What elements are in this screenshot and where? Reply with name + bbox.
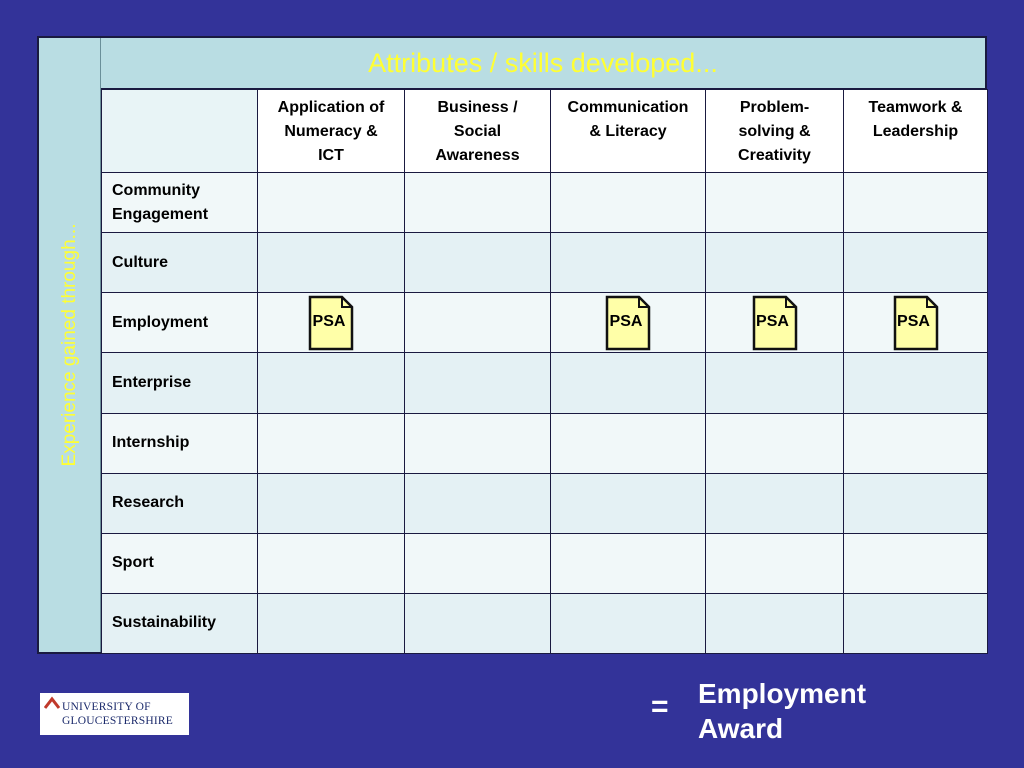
row-header — [102, 413, 258, 473]
column-header-line: Teamwork & — [868, 99, 963, 116]
column-header — [844, 90, 988, 173]
matrix-cell — [551, 293, 706, 353]
psa-label: PSA — [609, 313, 643, 331]
matrix-cell — [844, 533, 988, 593]
matrix-cell — [844, 593, 988, 653]
matrix-cell — [405, 413, 551, 473]
matrix-cell — [844, 293, 988, 353]
psa-document-icon — [308, 295, 354, 351]
matrix-cell — [706, 173, 844, 233]
side-column — [39, 38, 101, 652]
column-header-line: Communication — [567, 99, 689, 116]
experience-row — [102, 533, 988, 593]
matrix-cell — [551, 533, 706, 593]
logo-text-line2: GLOUCESTERSHIRE — [62, 715, 173, 727]
column-header — [258, 90, 405, 173]
row-header-line: Employment — [112, 313, 209, 331]
matrix-cell — [551, 593, 706, 653]
row-header — [102, 233, 258, 293]
row-header-line: Research — [112, 494, 185, 512]
matrix-cell — [258, 233, 405, 293]
matrix-title: Attributes / skills developed... — [368, 47, 718, 78]
row-header-line: Culture — [112, 253, 168, 271]
row-header-line: Internship — [112, 434, 190, 452]
row-header — [102, 593, 258, 653]
psa-document-icon — [752, 295, 798, 351]
column-header-line: Application of — [277, 99, 385, 116]
university-logo — [40, 693, 189, 735]
psa-document-icon — [893, 295, 939, 351]
matrix-cell — [706, 293, 844, 353]
matrix-cell — [706, 533, 844, 593]
matrix-cell — [551, 353, 706, 413]
experience-row — [102, 413, 988, 473]
logo-text-line1: UNIVERSITY OF — [62, 701, 151, 713]
row-header — [102, 173, 258, 233]
matrix-cell — [844, 473, 988, 533]
matrix-cell — [706, 473, 844, 533]
psa-label: PSA — [756, 313, 789, 331]
row-header — [102, 473, 258, 533]
matrix-cell — [258, 533, 405, 593]
row-header-line: Enterprise — [112, 373, 192, 391]
experience-row — [102, 173, 988, 233]
psa-label: PSA — [897, 313, 930, 331]
column-header-row — [102, 90, 988, 173]
row-header-line: Engagement — [112, 205, 209, 223]
award-line2: Award — [698, 713, 784, 744]
matrix-cell — [844, 413, 988, 473]
row-header — [102, 533, 258, 593]
award-text — [698, 676, 866, 746]
matrix-cell — [706, 233, 844, 293]
column-header-line: Problem- — [739, 99, 810, 116]
matrix-cell — [551, 473, 706, 533]
column-header-line: Leadership — [872, 123, 959, 140]
experience-row — [102, 353, 988, 413]
matrix-cell — [405, 533, 551, 593]
psa-document-icon — [605, 295, 651, 351]
row-header — [102, 293, 258, 353]
matrix-cell — [405, 593, 551, 653]
matrix-cell — [258, 473, 405, 533]
matrix-cell — [405, 353, 551, 413]
matrix-cell — [706, 593, 844, 653]
matrix-cell — [258, 593, 405, 653]
matrix-cell — [844, 233, 988, 293]
matrix-cell — [551, 413, 706, 473]
column-header-line: Creativity — [738, 147, 811, 164]
row-header-line: Sport — [112, 554, 154, 572]
matrix-cell — [258, 353, 405, 413]
matrix-cell — [405, 233, 551, 293]
psa-label: PSA — [312, 313, 346, 331]
experience-row — [102, 293, 988, 353]
column-header-line: Awareness — [435, 147, 520, 164]
column-header — [551, 90, 706, 173]
matrix-cell — [706, 353, 844, 413]
row-header-line: Community — [112, 181, 200, 199]
matrix-cell — [405, 473, 551, 533]
row-header-line: Sustainability — [112, 614, 217, 632]
matrix-cell — [258, 293, 405, 353]
matrix-cell — [405, 173, 551, 233]
experience-row — [102, 593, 988, 653]
matrix-cell — [844, 173, 988, 233]
chevron-logo-icon — [44, 696, 60, 710]
skills-matrix-frame — [37, 36, 987, 654]
column-header-line: Social — [453, 123, 502, 140]
header-band — [101, 38, 985, 89]
column-header-line: & Literacy — [589, 123, 667, 140]
matrix-cell — [551, 233, 706, 293]
column-header-line: Numeracy & — [284, 123, 378, 140]
matrix-cell — [405, 293, 551, 353]
side-column-label: Experience gained through... — [59, 223, 80, 467]
corner-cell — [102, 90, 258, 173]
column-header-line: Business / — [437, 99, 518, 116]
row-header — [102, 353, 258, 413]
matrix-cell — [844, 353, 988, 413]
matrix-cell — [258, 173, 405, 233]
matrix-cell — [551, 173, 706, 233]
award-line1: Employment — [698, 678, 867, 709]
matrix-cell — [258, 413, 405, 473]
equals-sign: = — [651, 690, 669, 723]
column-header-line: ICT — [318, 147, 344, 164]
column-header — [706, 90, 844, 173]
matrix-cell — [706, 413, 844, 473]
skills-matrix-table — [101, 89, 988, 654]
experience-row — [102, 473, 988, 533]
column-header-line: solving & — [738, 123, 811, 140]
experience-row — [102, 233, 988, 293]
column-header — [405, 90, 551, 173]
